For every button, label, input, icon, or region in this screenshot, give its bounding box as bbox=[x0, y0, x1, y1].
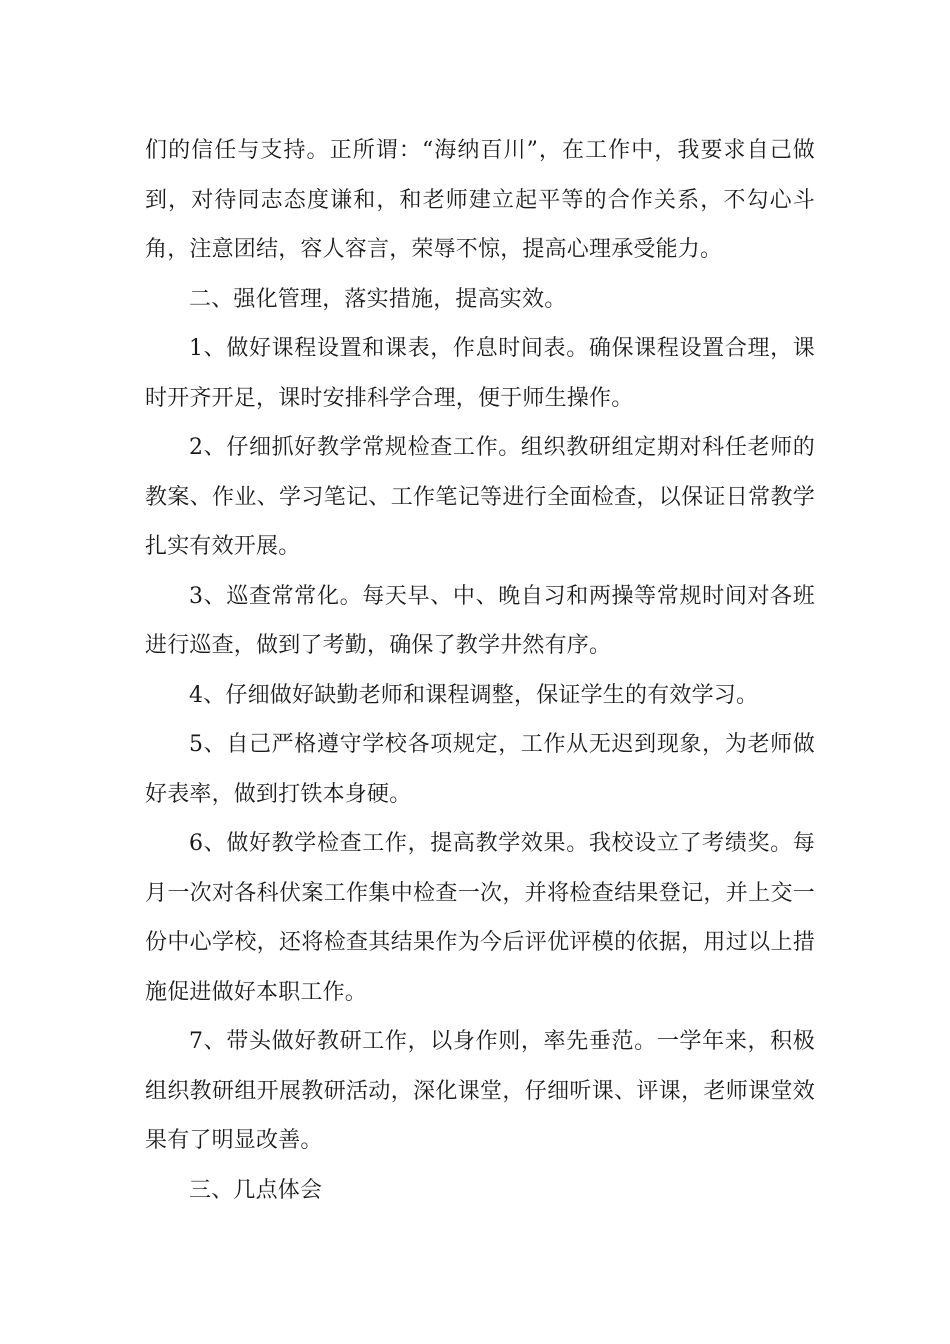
paragraph-item-3: 3、巡查常常化。每天早、中、晚自习和两操等常规时间对各班进行巡查，做到了考勤，确保了教学井然有序。 bbox=[145, 583, 815, 658]
section-heading-3: 三、几点体会 bbox=[189, 1177, 323, 1203]
paragraph-item-2: 2、仔细抓好教学常规检查工作。组织教研组定期对科任老师的教案、作业、学习笔记、工作笔记等进行全面检查，以保证日常教学扎实有效开展。 bbox=[145, 435, 815, 559]
paragraph-item-7: 7、带头做好教研工作，以身作则，率先垂范。一学年来，积极组织教研组开展教研活动，深化课堂，仔细听课、评课，老师课堂效果有了明显改善。 bbox=[145, 1029, 815, 1153]
document-body bbox=[145, 126, 815, 1215]
paragraph-continued: 们的信任与支持。正所谓：“海纳百川”，在工作中，我要求自己做到，对待同志态度谦和，和老师建立起平等的合作关系，不勾心斗角，注意团结，容人容言，荣辱不惊，提高心理承受能力。 bbox=[145, 138, 815, 262]
paragraph-item-4: 4、仔细做好缺勤老师和课程调整，保证学生的有效学习。 bbox=[189, 682, 759, 708]
paragraph-item-6: 6、做好教学检查工作，提高教学效果。我校设立了考绩奖。每月一次对各科伏案工作集中检查一次，并将检查结果登记，并上交一份中心学校，还将检查其结果作为今后评优评模的依据，用过以上措施促进做好本职工作。 bbox=[145, 831, 815, 1005]
section-heading-2: 二、强化管理，落实措施，提高实效。 bbox=[189, 286, 567, 312]
paragraph-item-1: 1、做好课程设置和课表，作息时间表。确保课程设置合理，课时开齐开足，课时安排科学合理，便于师生操作。 bbox=[145, 336, 815, 411]
paragraph-item-5: 5、自己严格遵守学校各项规定，工作从无迟到现象，为老师做好表率，做到打铁本身硬。 bbox=[145, 732, 815, 807]
